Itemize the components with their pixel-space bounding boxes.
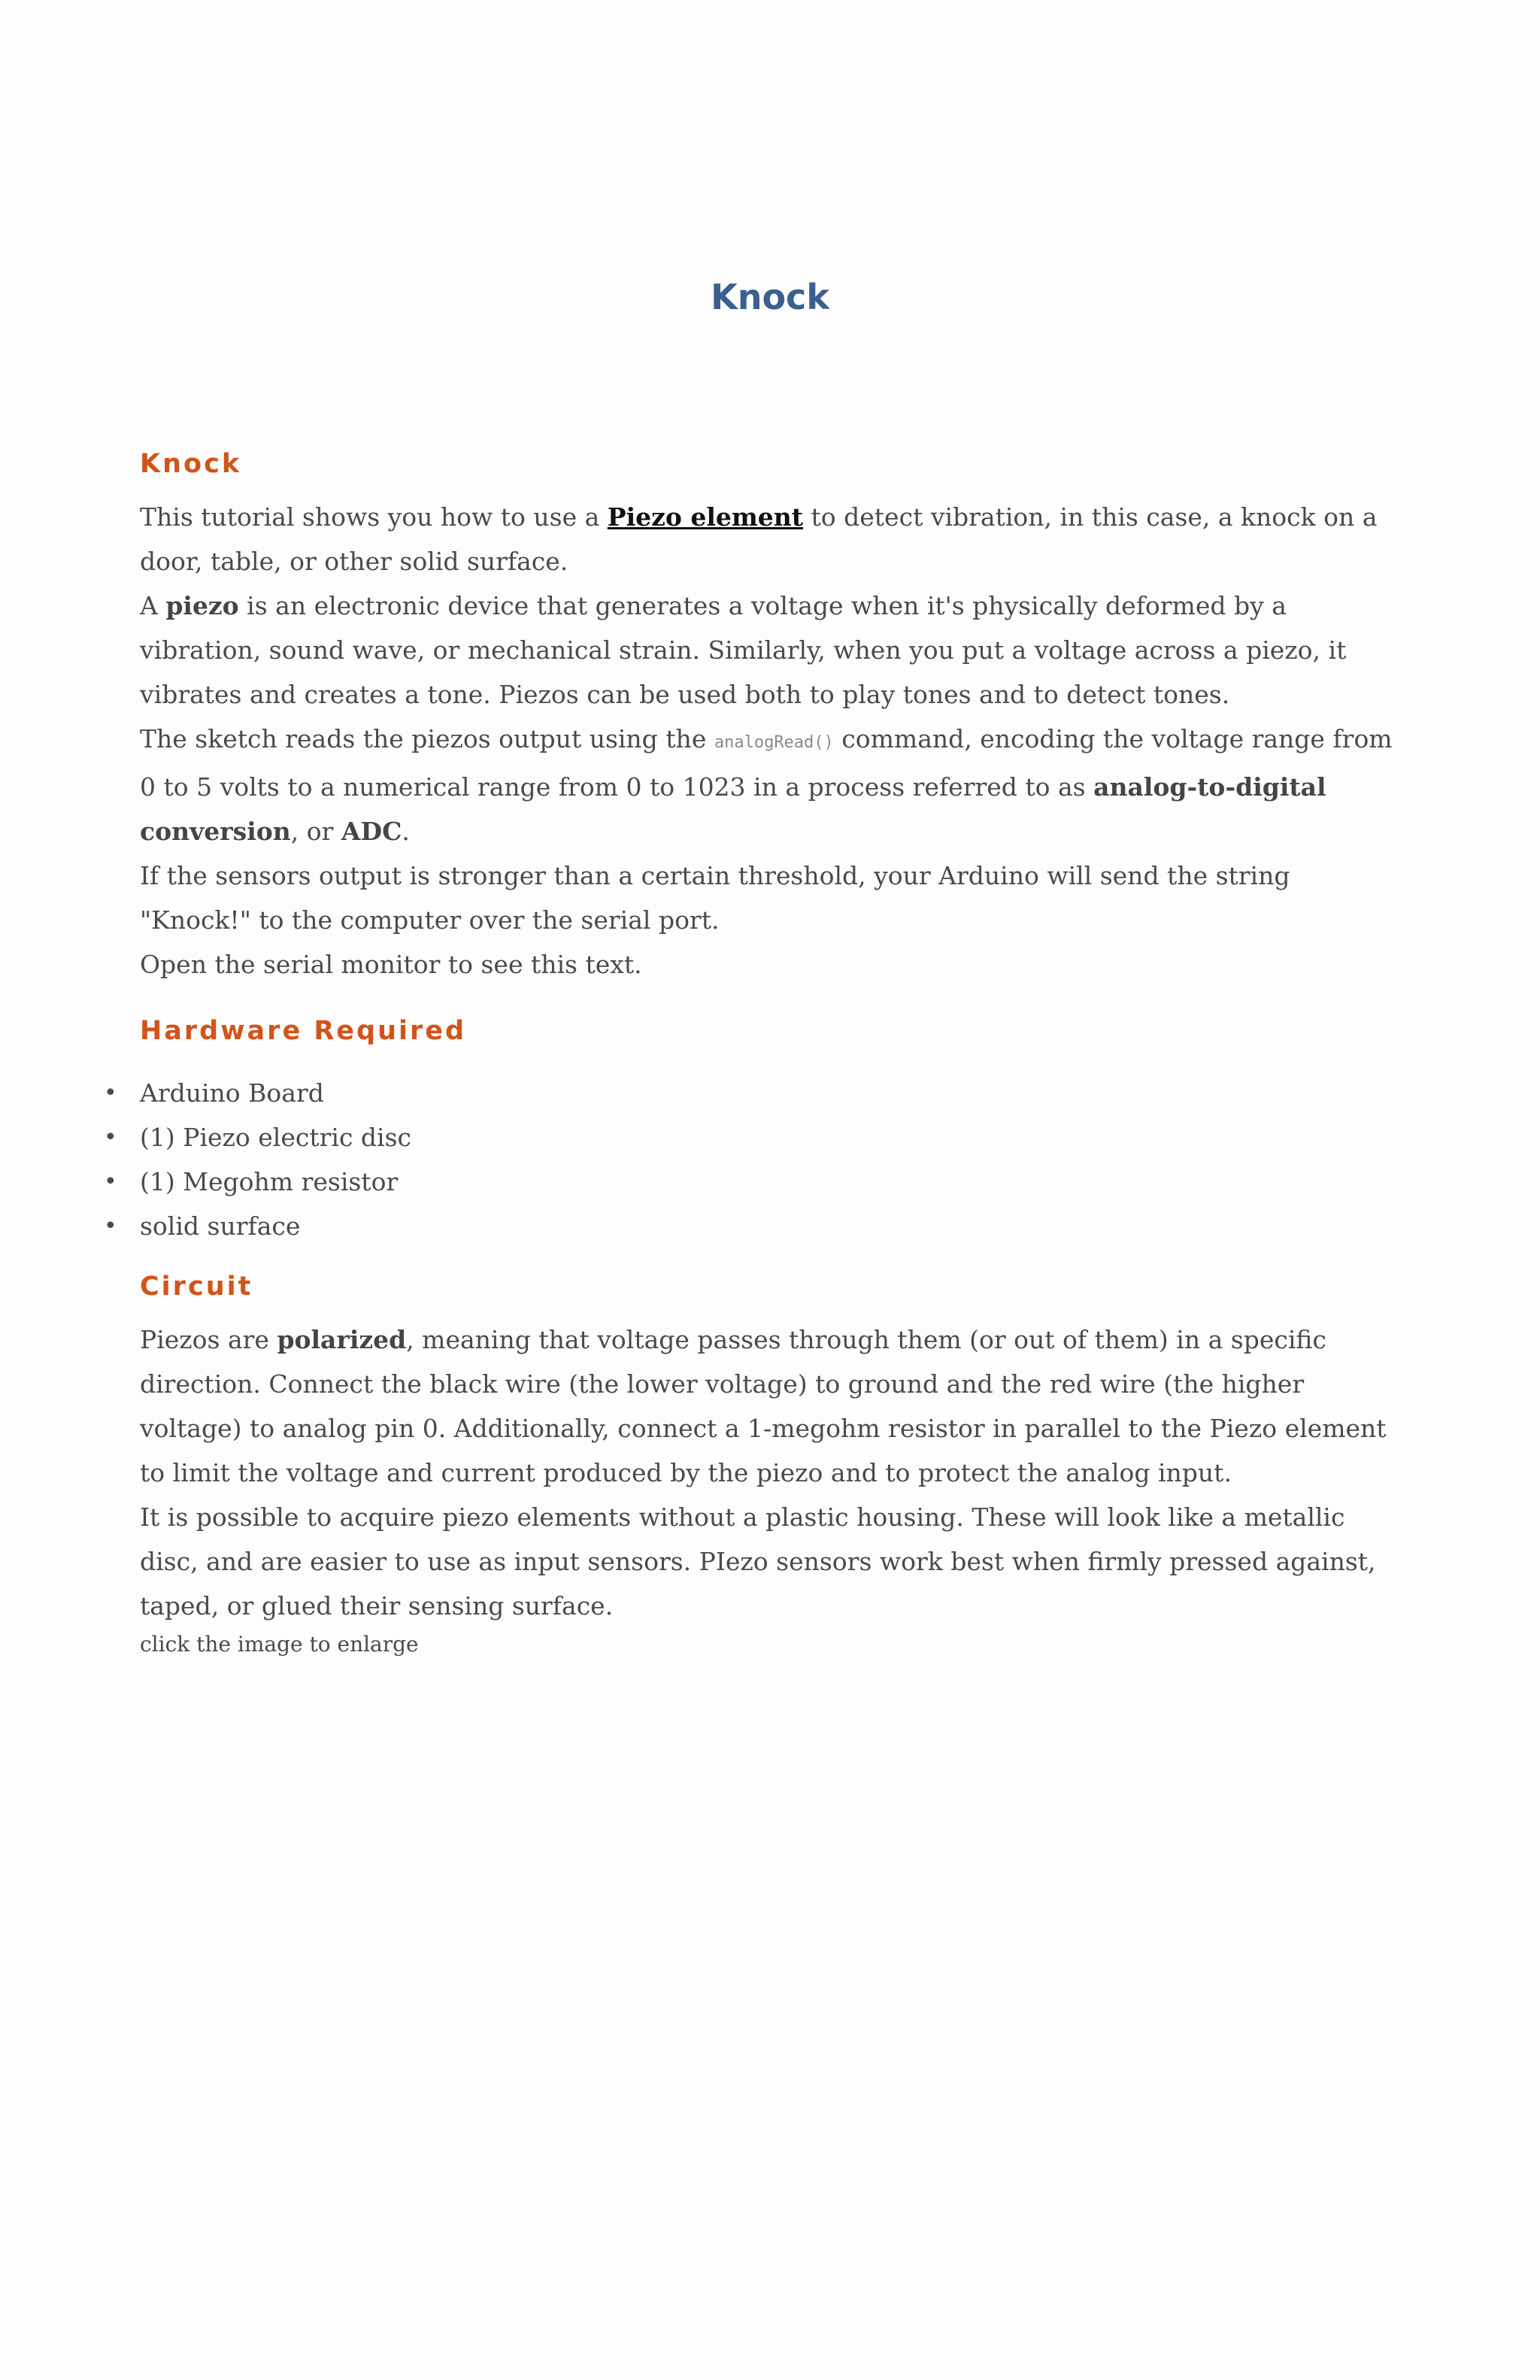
- sketch-description-paragraph: [140, 717, 1403, 853]
- list-item: [104, 1115, 1403, 1160]
- intro-text: This tutorial shows you how to use a: [140, 502, 608, 532]
- threshold-paragraph: If the sensors output is stronger than a certain threshold, your Arduino will send the string "Knock!" to the computer over the serial port.: [140, 861, 1290, 935]
- adc-abbrev: ADC: [341, 817, 402, 846]
- intro-paragraph: [140, 495, 1403, 584]
- serial-monitor-paragraph: Open the serial monitor to see this text.: [140, 950, 642, 979]
- bullet-icon: •: [104, 1080, 117, 1106]
- bullet-icon: •: [104, 1213, 117, 1239]
- paragraph-text: .: [402, 817, 410, 846]
- piezo-element-link[interactable]: Piezo element: [607, 502, 804, 532]
- intro-text: to detect vibration, in this case, a knock on a door, table, or other solid surface.: [140, 502, 1378, 576]
- circuit-paragraph: [140, 1317, 1403, 1495]
- adc-term: analog-to-digital conversion: [140, 772, 1326, 846]
- hardware-list: [104, 1071, 1403, 1248]
- paragraph-text: , meaning that voltage passes through them (or out of them) in a specific direction. Connect the black wire (the lower voltage) to ground and the red wire (the higher voltage) to analog pin 0. Additionally, connect a 1-megohm resistor in parallel to the Piezo element to limit the voltage and current produced by the piezo and to protect the analog input.: [140, 1325, 1387, 1487]
- piezo-description-paragraph: [140, 584, 1403, 717]
- paragraph-text: A: [140, 591, 166, 620]
- paragraph-text: , or: [290, 817, 341, 846]
- paragraph-text: command, encoding the voltage range from 0 to 5 volts to a numerical range from 0 to 1023 in a process referred to as: [140, 724, 1393, 802]
- list-item: [104, 1204, 1403, 1248]
- section-heading-circuit: Circuit: [140, 1272, 253, 1302]
- section-heading-hardware: Hardware Required: [140, 1016, 467, 1046]
- section-heading-knock: Knock: [140, 449, 242, 479]
- hardware-item-label: (1) Piezo electric disc: [140, 1123, 412, 1152]
- hardware-item-label: Arduino Board: [140, 1078, 324, 1108]
- list-item: [104, 1160, 1403, 1204]
- article-content: [104, 444, 1403, 1661]
- bullet-icon: •: [104, 1169, 117, 1195]
- paragraph-text: Piezos are: [140, 1325, 277, 1354]
- paragraph-text: The sketch reads the piezos output using the: [140, 724, 714, 753]
- paragraph-text: is an electronic device that generates a voltage when it's physically deformed by a vibration, sound wave, or mechanical strain. Similarly, when you put a voltage across a piezo, it vibrates and creates a tone. Piezos can be used both to play tones and to detect tones.: [140, 591, 1347, 709]
- image-caption: click the image to enlarge: [140, 1632, 419, 1657]
- polarized-term: polarized: [277, 1325, 407, 1354]
- piezo-term: piezo: [165, 591, 239, 620]
- hardware-item-label: solid surface: [140, 1211, 301, 1241]
- bullet-icon: •: [104, 1124, 117, 1151]
- list-item: [104, 1071, 1403, 1115]
- hardware-item-label: (1) Megohm resistor: [140, 1167, 399, 1196]
- sensor-paragraph: It is possible to acquire piezo elements without a plastic housing. These will look like a metallic disc, and are easier to use as input sensors. PIezo sensors work best when firmly pressed against, taped, or glued their sensing surface.: [140, 1502, 1376, 1621]
- page-title: Knock: [711, 277, 829, 317]
- analogread-code: analogRead(): [714, 733, 834, 752]
